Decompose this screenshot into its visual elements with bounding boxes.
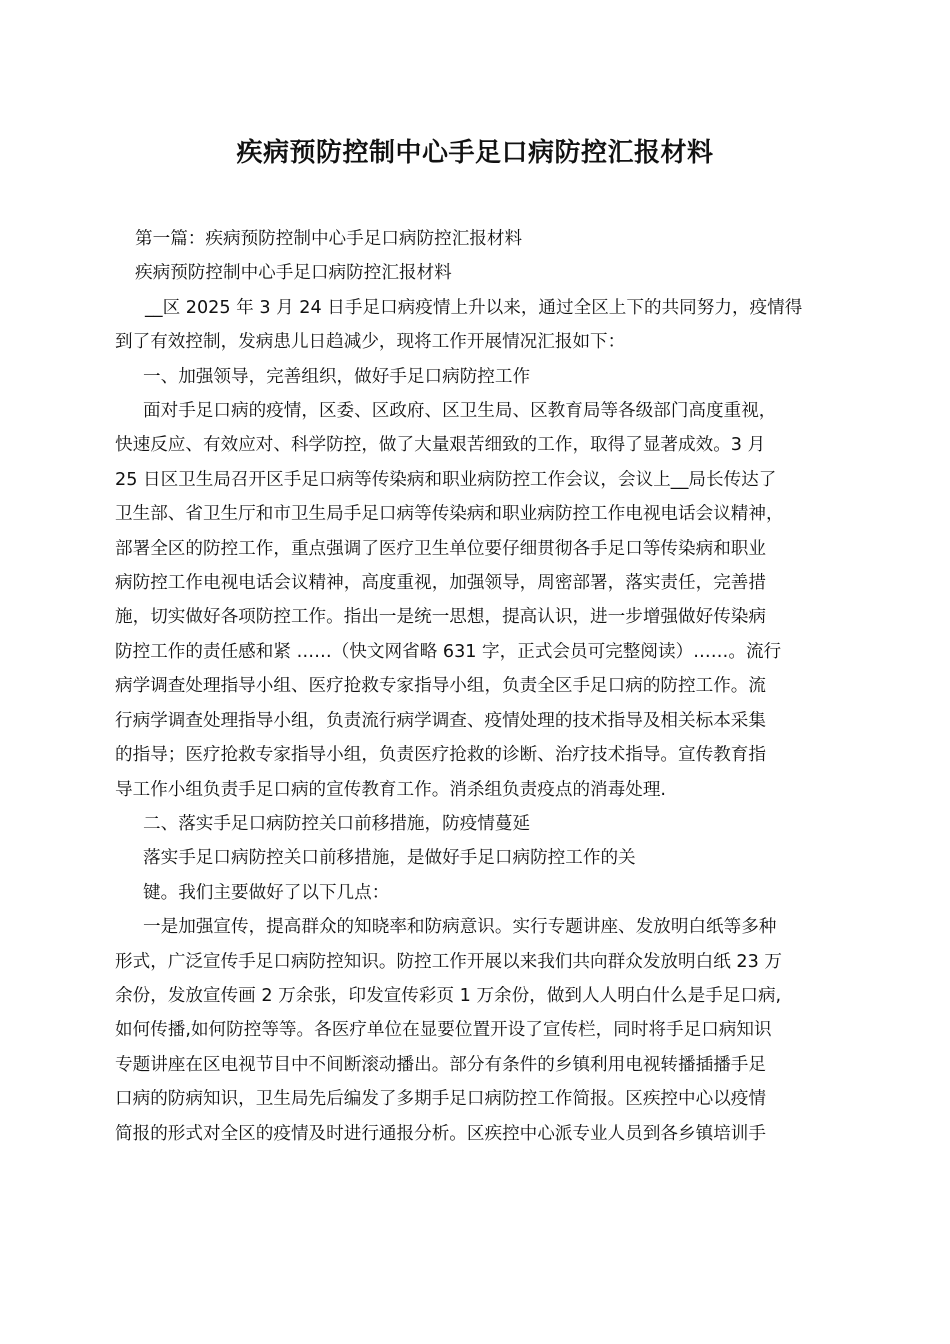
paragraph-line: 施，切实做好各项防控工作。指出一是统一思想，提高认识，进一步增强做好传染病 — [115, 607, 766, 628]
paragraph-line: 导工作小组负责手足口病的宣传教育工作。消杀组负责疫点的消毒处理. — [115, 779, 667, 800]
paragraph-line: 专题讲座在区电视节目中不间断滚动播出。部分有条件的乡镇利用电视转播插播手足 — [115, 1054, 766, 1075]
paragraph-line: 面对手足口病的疫情，区委、区政府、区卫生局、区教育局等各级部门高度重视， — [143, 401, 777, 422]
paragraph-line: 一是加强宣传，提高群众的知晓率和防病意识。实行专题讲座、发放明白纸等多种 — [143, 917, 777, 938]
section-heading: 第一篇：疾病预防控制中心手足口病防控汇报材料 — [135, 229, 523, 249]
paragraph-line: 行病学调查处理指导小组，负责流行病学调查、疫情处理的技术指导及相关标本采集 — [115, 710, 766, 731]
paragraph-line: 的指导；医疗抢救专家指导小组，负责医疗抢救的诊断、治疗技术指导。宣传教育指 — [115, 745, 766, 766]
document-title: 疾病预防控制中心手足口病防控汇报材料 — [236, 138, 714, 168]
section-heading: 一、加强领导，完善组织，做好手足口病防控工作 — [143, 366, 531, 387]
paragraph-line: 防控工作的责任感和紧 ……（快文网省略 631 字，正式会员可完整阅读）……。流行 — [115, 641, 782, 662]
section-heading: 二、落实手足口病防控关口前移措施，防疫情蔓延 — [143, 813, 531, 834]
paragraph-line: 到了有效控制，发病患儿日趋减少，现将工作开展情况汇报如下： — [115, 332, 626, 353]
paragraph-line: 落实手足口病防控关口前移措施，是做好手足口病防控工作的关 — [143, 848, 636, 869]
paragraph-line: 如何传播,如何防控等等。各医疗单位在显要位置开设了宣传栏，同时将手足口病知识 — [115, 1020, 772, 1041]
subtitle-line: 疾病预防控制中心手足口病防控汇报材料 — [135, 263, 452, 284]
paragraph-line: 卫生部、省卫生厅和市卫生局手足口病等传染病和职业病防控工作电视电话会议精神， — [115, 504, 784, 525]
paragraph-line: 余份，发放宣传画 2 万余张，印发宣传彩页 1 万余份，做到人人明白什么是手足口病, — [115, 985, 782, 1006]
document-body — [115, 222, 850, 1151]
paragraph-line: 病防控工作电视电话会议精神，高度重视，加强领导，周密部署，落实责任，完善措 — [115, 573, 766, 594]
paragraph-line: __区 2025 年 3 月 24 日手足口病疫情上升以来，通过全区上下的共同努力，疫情得 — [145, 297, 803, 318]
paragraph-line: 快速反应、有效应对、科学防控，做了大量艰苦细致的工作，取得了显著成效。3 月 — [115, 435, 766, 456]
paragraph-line: 病学调查处理指导小组、医疗抢救专家指导小组，负责全区手足口病的防控工作。流 — [115, 676, 766, 697]
paragraph-line: 口病的防病知识，卫生局先后编发了多期手足口病防控工作简报。区疾控中心以疫情 — [115, 1089, 766, 1110]
paragraph-line: 部署全区的防控工作，重点强调了医疗卫生单位要仔细贯彻各手足口等传染病和职业 — [115, 538, 766, 559]
paragraph-line: 简报的形式对全区的疫情及时进行通报分析。区疾控中心派专业人员到各乡镇培训手 — [115, 1123, 766, 1144]
paragraph-line: 25 日区卫生局召开区手足口病等传染病和职业病防控工作会议，会议上__局长传达了 — [115, 469, 777, 490]
paragraph-line: 形式，广泛宣传手足口病防控知识。防控工作开展以来我们共向群众发放明白纸 23 万 — [115, 951, 782, 972]
paragraph-line: 键。我们主要做好了以下几点： — [143, 882, 390, 903]
